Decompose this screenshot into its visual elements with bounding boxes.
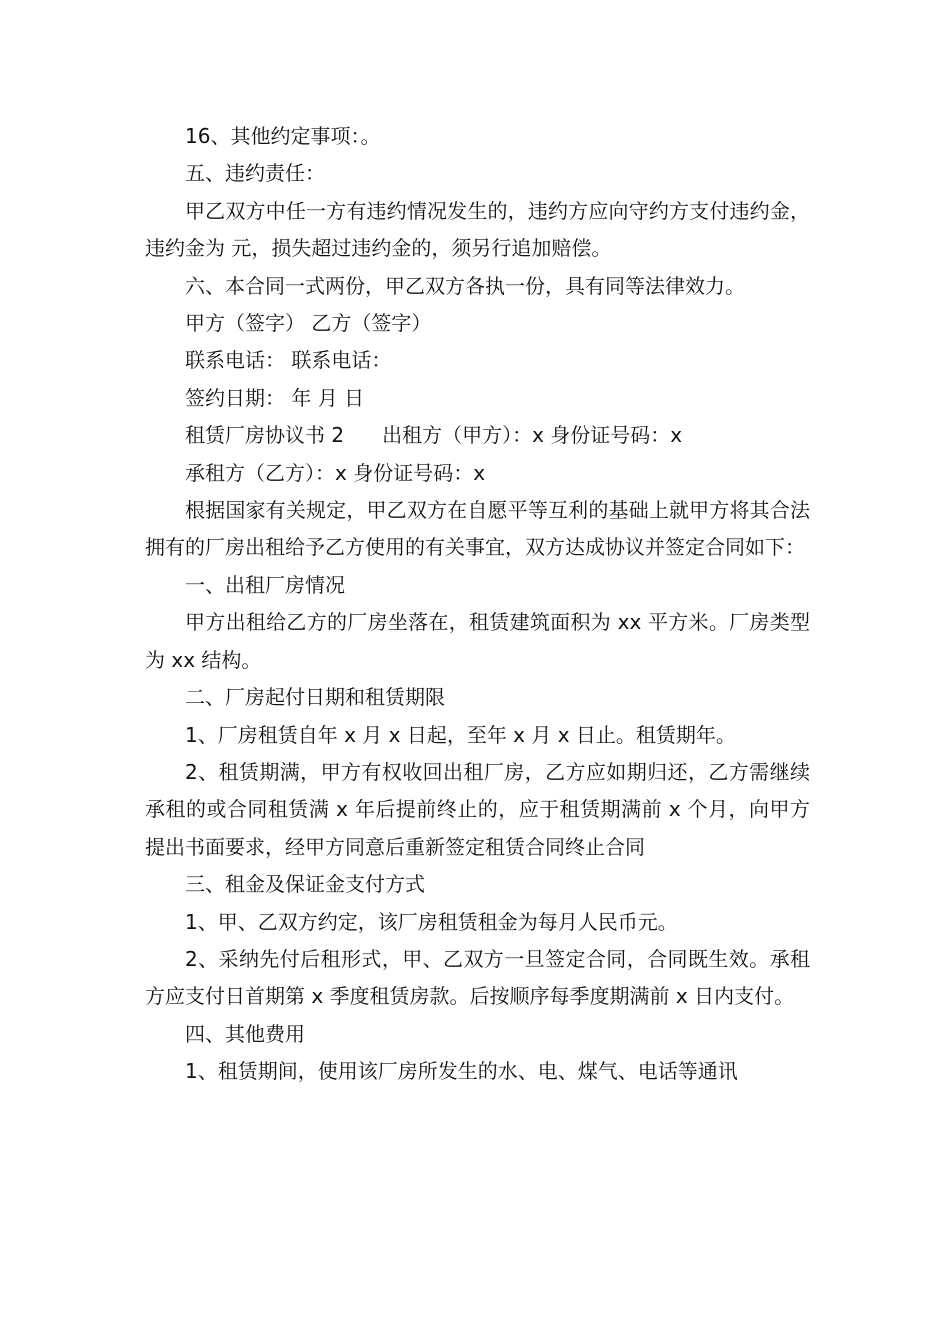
agreement-title-line [145, 417, 810, 454]
clause-copies: 六、本合同一式两份，甲乙双方各执一份，具有同等法律效力。 [185, 273, 745, 298]
lessor-info: 出租方（甲方）：x 身份证号码：x [382, 423, 683, 448]
section-1-heading: 一、出租厂房情况 [185, 572, 345, 597]
section-4-heading: 四、其他费用 [185, 1021, 305, 1046]
agreement-title: 租赁厂房协议书 2 [185, 423, 345, 448]
preamble: 根据国家有关规定，甲乙双方在自愿平等互利的基础上就甲方将其合法拥有的厂房出租给予乙方使用的有关事宜，双方达成协议并签定合同如下： [145, 498, 810, 560]
clause-other-matters: 16、其他约定事项：。 [185, 124, 381, 148]
lessee-info: 承租方（乙方）：x 身份证号码：x [185, 460, 486, 485]
section-3-heading: 三、租金及保证金支付方式 [185, 872, 425, 897]
section-1-text: 甲方出租给乙方的厂房坐落在，租赁建筑面积为 xx 平方米。厂房类型为 xx 结构。 [145, 610, 810, 672]
section-3-clause-1: 1、甲、乙双方约定，该厂房租赁租金为每月人民币元。 [185, 909, 678, 934]
clause-breach-penalty: 甲乙双方中任一方有违约情况发生的，违约方应向守约方支付违约金，违约金为 元，损失超过违约金的，须另行追加赔偿。 [145, 198, 810, 261]
sign-date-line: 签约日期： 年 月 日 [185, 385, 365, 410]
section-2-heading: 二、厂房起付日期和租赁期限 [185, 685, 445, 710]
document-body [145, 118, 810, 1091]
signature-line: 甲方（签字） 乙方（签字） [185, 311, 432, 336]
section-2-clause-2: 2、租赁期满，甲方有权收回出租厂房，乙方应如期归还，乙方需继续承租的或合同租赁满 x 年后提前终止的，应于租赁期满前 x 个月，向甲方提出书面要求，经甲方同意后重新签定租赁合同终止合同 [145, 759, 810, 859]
section-2-clause-1: 1、厂房租赁自年 x 月 x 日起，至年 x 月 x 日止。租赁期年。 [185, 722, 736, 747]
phone-line: 联系电话： 联系电话： [185, 348, 392, 373]
section-breach-heading: 五、违约责任： [185, 161, 325, 186]
section-4-clause-1: 1、租赁期间，使用该厂房所发生的水、电、煤气、电话等通讯 [185, 1059, 738, 1084]
section-3-clause-2: 2、采纳先付后租形式，甲、乙双方一旦签定合同，合同既生效。承租方应支付日首期第 x 季度租赁房款。后按顺序每季度期满前 x 日内支付。 [145, 946, 810, 1009]
